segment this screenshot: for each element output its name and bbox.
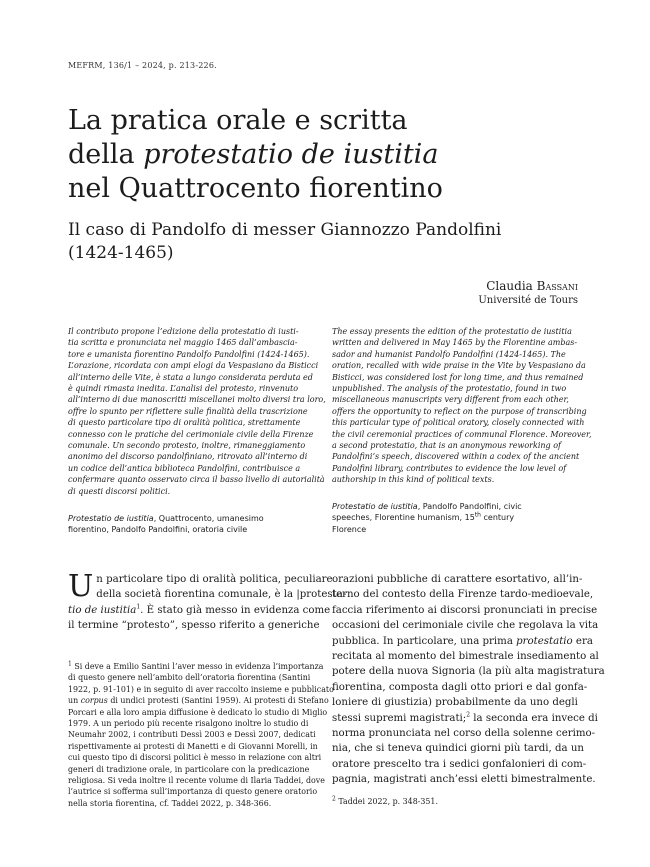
abstract-english (332, 326, 592, 486)
keywords-italian: Protestatio de iustitia, Quattrocento, umanesimo fiorentino, Pandolfo Pandolfini, oratoria civile (68, 514, 264, 535)
text-line: Il contributo propone l’edizione della protestatio di iusti- (68, 327, 299, 336)
text-line: sador and humanist Pandolfo Pandolfini (1424-1465). The (332, 349, 566, 359)
text-line: 1979. A un periodo più recente risalgono inoltre lo studio di (68, 719, 309, 729)
text-line: un corpus di undici protesti (Santini 1959). Ai protesti di Stefano (68, 696, 329, 706)
text-line: L’orazione, ricordata con ampi elogi da Vespasiano da Bisticci (68, 361, 319, 371)
author-block (478, 279, 578, 308)
body-text-left: U n particolare tipo di oralità politica, peculiare della società fiorentina comunale, è la |protesta- tio de iustitia$^1$. È stato già messo in evidenza come il termine “protesto”, spesso riferito a generiche (68, 569, 347, 632)
text-line: di questi discorsi politici. (68, 486, 171, 496)
text-line: connesso con le pratiche del cerimoniale civile della Firenze (68, 429, 314, 439)
text-line: authorship in this kind of political texts. (332, 475, 495, 485)
running-head: MEFRM, 136/1 – 2024, p. 213-226. (68, 61, 217, 70)
article-subtitle (68, 219, 588, 265)
text-line: oratore prescelto tra i sedici gonfalonieri di com- (332, 758, 587, 770)
text-line: pubblica. In particolare, una prima protestatio era (332, 635, 593, 647)
title-line-2: della protestatio de iustitia (68, 139, 439, 170)
text-line: recitata al momento del bimestrale insediamento al (332, 651, 599, 663)
text-line: Neumahr 2002, i contributi Dessì 2003 e Dessì 2007, dedicati (68, 730, 316, 740)
abstract-italian (68, 326, 326, 497)
text-line: written and delivered in May 1465 by the Florentine ambas- (332, 338, 578, 348)
text-line: loniere di giustizia) probabilmente da uno degli (332, 697, 578, 709)
subtitle-line-1: Il caso di Pandolfo di messer Giannozzo Pandolfini (68, 220, 502, 240)
subtitle-line-2: (1424-1465) (68, 243, 174, 263)
text-line: Pandolfini’s speech, discovered within a codex of the ancient (332, 452, 580, 462)
footnote-2: $^2$ Taddei 2022, p. 348-351. (332, 795, 438, 806)
text-line: 1922, p. 91-101) e in seguito di aver raccolto insieme e pubblicato (68, 684, 334, 694)
footnote-1 (68, 660, 334, 809)
text-line: generi di tradizione orale, in particolare con la predicazione (68, 764, 310, 774)
text-line: offers the opportunity to reflect on the purpose of transcribing (332, 406, 587, 416)
text-line: tia scritta e pronunciata nel maggio 1465 dall’ambascia- (68, 338, 298, 348)
text-line: nella storia fiorentina, cf. Taddei 2022, p. 348-366. (68, 798, 272, 808)
article-title (68, 104, 588, 206)
text-line: Porcari e alla loro ampia diffusione è dedicato lo studio di Miglio (68, 707, 328, 717)
text-line: terno del contesto della Firenze tardo-medioevale, (332, 589, 594, 601)
text-line: offre lo spunto per riflettere sulle finalità della trascrizione (68, 406, 308, 416)
text-line: $^1$ Si deve a Emilio Santini l’aver messo in evidenza l’importanza (68, 660, 324, 671)
text-line: occasioni del cerimoniale civile che regolava la vita (332, 620, 599, 632)
text-line: comunale. Un secondo protesto, inoltre, rimaneggiamento (68, 441, 306, 451)
body-text-right (332, 572, 605, 788)
text-line: è quindi rimasta inedita. L’analisi del protesto, rinvenuto (68, 384, 299, 394)
text-line: tore e umanista fiorentino Pandolfo Pandolfini (1424-1465). (68, 349, 310, 359)
author-name: Claudia Bassani (486, 279, 578, 293)
text-line: this particular type of political oratory, closely connected with (332, 418, 585, 428)
text-line: norma pronunciata nel corso della solenne cerimo- (332, 728, 596, 740)
text-line: di questo particolare tipo di oralità politica, strettamente (68, 418, 301, 428)
text-line: pagnia, magistrati anch’essi eletti bimestralmente. (332, 774, 596, 786)
text-line: di questo genere nell’ambito dell’oratoria fiorentina (Santini (68, 673, 311, 683)
text-line: nia, che si teneva quindici giorni più tardi, da un (332, 743, 584, 755)
text-line: anonimo del discorso pandolfiniano, ritrovato all’interno di (68, 452, 308, 462)
text-line: orazioni pubbliche di carattere esortativo, all’in- (332, 574, 583, 585)
keywords-english: Protestatio de iustitia, Pandolfo Pandolfini, civic speeches, Florentine humanism, 15th century Florence (332, 502, 522, 534)
text-line: all’interno di due manoscritti miscellanei molto diversi tra loro, (68, 395, 326, 405)
text-line: confermare quanto osservato circa il basso livello di autorialità (68, 475, 325, 485)
text-line: Bisticci, was considered lost for long time, and thus remained (332, 372, 584, 382)
text-line: fiorentina, composta dagli otto priori e dal gonfa- (332, 681, 588, 693)
title-line-1: La pratica orale e scritta (68, 105, 408, 136)
text-line: potere della nuova Signoria (la più alta magistratura (332, 666, 605, 678)
text-line: all’interno delle Vite, è stata a lungo considerata perduta ed (68, 372, 313, 382)
title-line-3: nel Quattrocento fiorentino (68, 173, 443, 204)
text-line: rispettivamente ai protesti di Manetti e di Giovanni Morelli, in (68, 741, 318, 751)
text-line: The essay presents the edition of the protestatio de iustitia (332, 327, 572, 336)
text-line: Pandolfini library, contributes to evidence the low level of (332, 463, 567, 473)
text-line: the civil ceremonial practices of communal Florence. Moreover, (332, 429, 592, 439)
author-affiliation: Université de Tours (478, 295, 578, 306)
text-line: l’autrice si sofferma sull’importanza di questo genere oratorio (68, 787, 318, 797)
text-line: a second protestatio, that is an anonymous reworking of (332, 441, 561, 451)
text-line: cui questo tipo di discorsi politici è messo in relazione con altri (68, 753, 322, 763)
text-line: faccia riferimento ai discorsi pronunciati in precise (332, 604, 598, 616)
text-line: miscellaneous manuscripts very different from each other, (332, 395, 569, 405)
drop-cap: U (68, 569, 94, 604)
text-line: religiosa. Si veda inoltre il recente volume di Ilaria Taddei, dove (68, 776, 325, 786)
text-line: unpublished. The analysis of the protestatio, found in two (332, 384, 567, 394)
text-line: un codice dell’antica biblioteca Pandolfini, contribuisce a (68, 463, 301, 473)
text-line: stessi supremi magistrati;$^2$ la seconda era invece di (332, 711, 598, 724)
text-line: oration, recalled with wide praise in the Vite by Vespasiano da (332, 361, 586, 371)
